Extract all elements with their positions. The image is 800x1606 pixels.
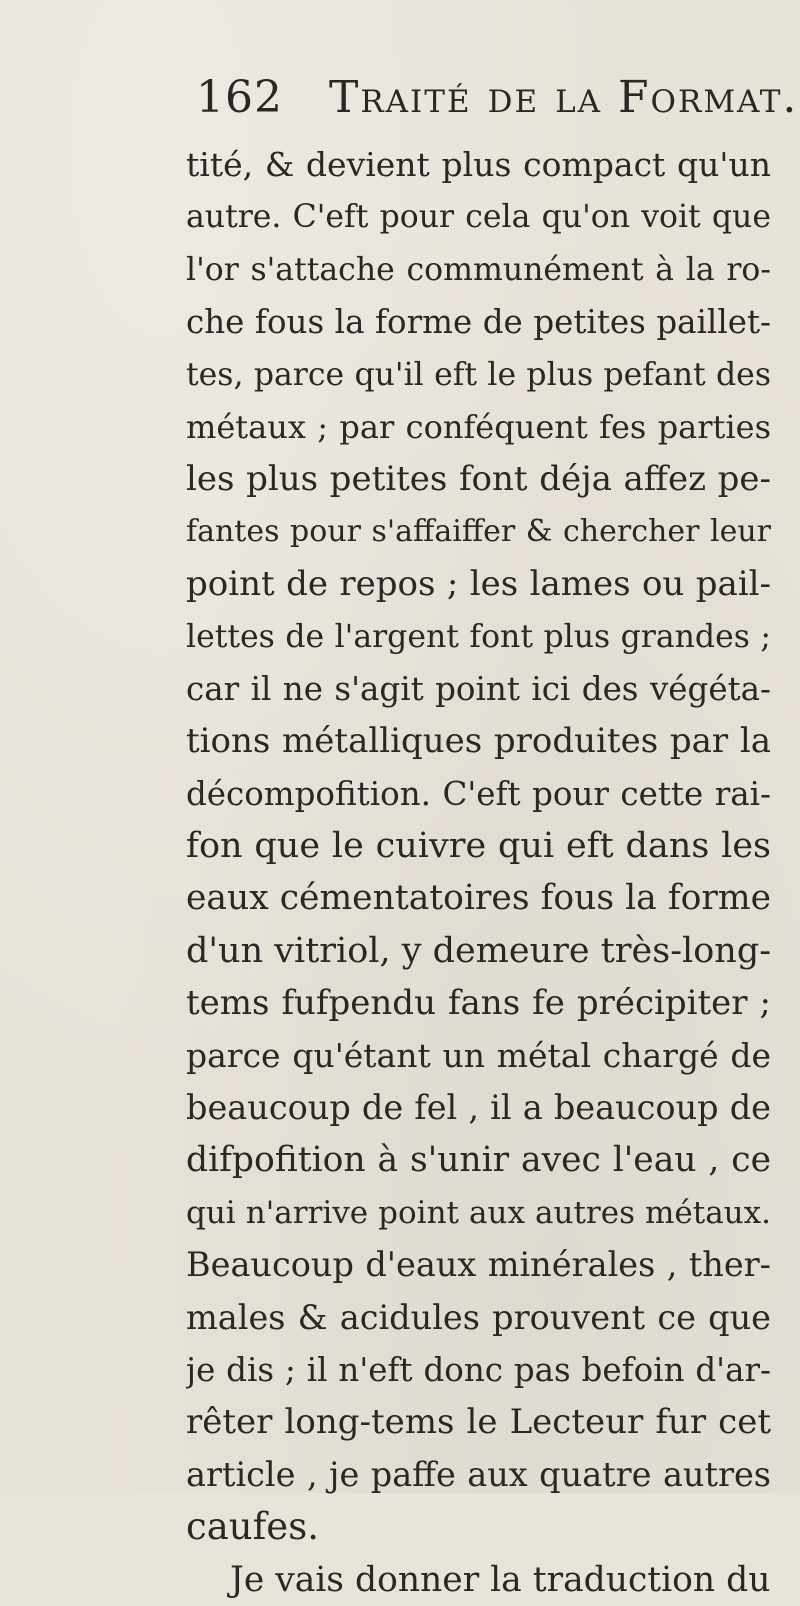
text-line: caufes. [186,1505,319,1549]
text-line: décompofition. C'eft pour cette rai- [186,774,771,813]
text-line: l'or s'attache communément à la ro- [186,251,771,288]
text-line: fantes pour s'affaiffer & chercher leur [186,513,771,549]
text-line: Je vais donner la traduction du [230,1559,771,1600]
text-line: point de repos ; les lames ou pail- [186,564,771,605]
text-line: je dis ; il n'eft donc pas befoin d'ar- [186,1350,771,1389]
text-line: qui n'arrive point aux autres métaux. [186,1194,771,1231]
text-line: métaux ; par conféquent fes parties [186,407,771,446]
text-line: che fous la forme de petites paillet- [186,303,771,342]
text-line: Beaucoup d'eaux minérales , ther- [186,1245,771,1285]
text-line: d'un vitriol, y demeure très-long- [186,930,771,971]
text-line: article , je paffe aux quatre autres [186,1454,771,1494]
text-line: autre. C'eft pour cela qu'on voit que [186,199,771,236]
text-line: rêter long-tems le Lecteur fur cet [186,1402,771,1443]
text-line: tems fufpendu fans fe précipiter ; [186,983,771,1024]
running-title: Traité de la Format. [328,72,799,123]
text-line: les plus petites font déja affez pe- [186,459,771,500]
text-line: fon que le cuivre qui eft dans les [186,826,771,867]
text-line: car il ne s'agit point ici des végéta- [186,669,771,708]
text-line: beaucoup de fel , il a beaucoup de [186,1088,771,1128]
text-line: tions métalliques produites par la [186,721,771,762]
text-line: lettes de l'argent font plus grandes ; [186,618,771,655]
text-line: males & acidules prouvent ce que [186,1297,771,1337]
text-line: eaux cémentatoires fous la forme [186,878,771,919]
text-line: tes, parce qu'il eft le plus pefant des [186,356,771,393]
page-header [196,72,799,136]
text-line: difpofition à s'unir avec l'eau , ce [186,1140,771,1181]
text-line: parce qu'étant un métal chargé de [186,1035,771,1075]
text-line: tité, & devient plus compact qu'un [186,145,771,184]
body-text [186,139,771,1606]
page-number: 162 [196,72,283,123]
